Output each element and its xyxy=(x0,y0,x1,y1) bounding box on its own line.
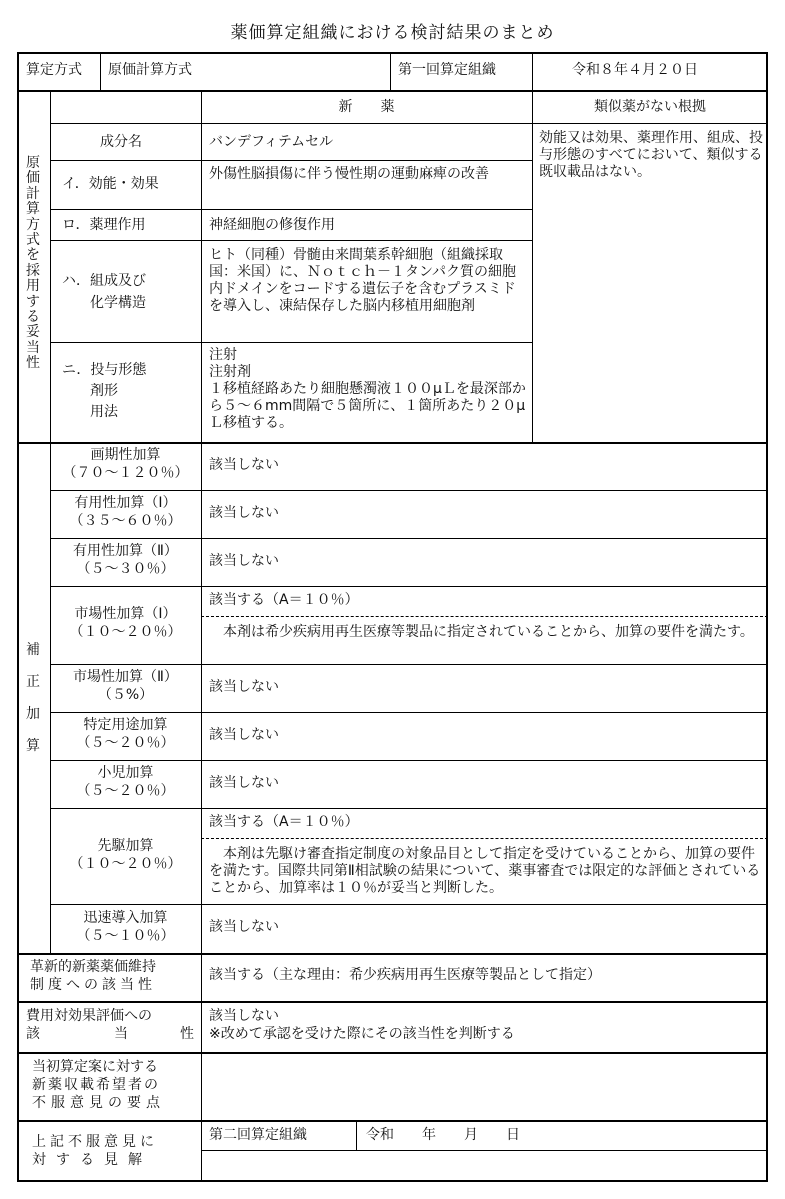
document-title: 薬価算定組織における検討結果のまとめ xyxy=(230,23,555,43)
premium-reason: 本剤は先駆け審査指定制度の対象品目として指定を受けていることから、加算の要件を満たす。国際共同第Ⅱ相試験の結果について、薬事審査では限定的な評価とされていることから、加算率は１０％が妥当と判断した。 xyxy=(209,846,761,896)
premium-value: 該当しない xyxy=(209,679,279,695)
objection-content xyxy=(205,1060,764,1116)
premium-value: 該当しない xyxy=(209,457,279,473)
premium-name: 有用性加算（Ⅱ） xyxy=(73,543,178,559)
rule xyxy=(50,904,768,905)
basis-text: 効能又は効果、薬理作用、組成、投与形態のすべてにおいて、類似する既収載品はない。 xyxy=(539,130,763,180)
method-value: 原価計算方式 xyxy=(108,62,192,78)
innovation-label-2: 制度への該当性 xyxy=(30,977,156,993)
premium-value: 該当しない xyxy=(209,553,279,569)
section-rule xyxy=(17,1120,768,1122)
rule xyxy=(50,664,768,665)
rule xyxy=(50,538,768,539)
header-bottom-rule xyxy=(17,90,768,92)
rule xyxy=(201,1150,768,1151)
rule xyxy=(50,490,768,491)
cost-effectiveness-label: 費用対効果評価への xyxy=(26,1008,152,1024)
section1-vertical-label: 原価計算方式を採用する妥当性 xyxy=(26,155,40,372)
innovation-label: 革新的新薬薬価維持 xyxy=(30,959,156,975)
premium-range: （７０～１２０％） xyxy=(62,465,189,481)
row-value-efficacy: 外傷性脳損傷に伴う慢性期の運動麻痺の改善 xyxy=(209,166,489,182)
section-rule xyxy=(17,1052,768,1054)
rule xyxy=(356,1120,357,1150)
premium-name: 市場性加算（Ⅰ） xyxy=(74,606,177,622)
row-label-composition-sub: 化学構造 xyxy=(90,295,146,311)
objection-label: 当初算定案に対する xyxy=(32,1059,158,1075)
cost-effectiveness-label-2a: 該 xyxy=(26,1026,40,1042)
dotted-rule xyxy=(201,838,768,839)
rule xyxy=(532,52,533,90)
rule xyxy=(50,760,768,761)
row-value-administration-3: １移植経路あたり細胞懸濁液１００μＬを最深部から５～６mm間隔で５箇所に、１箇所あたり２０μＬ移植する。 xyxy=(209,381,526,431)
rule xyxy=(390,52,391,90)
premium-value: 該当しない xyxy=(209,775,279,791)
rule xyxy=(532,90,533,442)
rule xyxy=(50,342,532,343)
premium-range: （１０～２０％） xyxy=(69,624,182,640)
second-meeting-date: 令和 年 月 日 xyxy=(366,1127,520,1143)
premium-reason: 本剤は希少疾病用再生医療等製品に指定されていることから、加算の要件を満たす。 xyxy=(223,624,754,640)
opinion-content xyxy=(205,1154,764,1178)
rule xyxy=(50,240,532,241)
second-meeting-label: 第二回算定組織 xyxy=(209,1127,307,1143)
row-label-administration: ニ．投与形態 xyxy=(62,362,147,378)
row-label-ingredient: 成分名 xyxy=(100,134,142,150)
premium-range: （５～３０％） xyxy=(76,561,175,577)
cost-effectiveness-note: ※改めて承認を受けた際にその該当性を判断する xyxy=(209,1026,515,1042)
rule xyxy=(201,90,202,1182)
objection-label-3: 不服意見の要点 xyxy=(32,1095,165,1111)
col-new-drug-header: 新 薬 xyxy=(338,99,395,115)
rule xyxy=(50,808,768,809)
premium-value: 該当しない xyxy=(209,727,279,743)
premium-range: （５～１０％） xyxy=(76,928,175,944)
section-rule xyxy=(17,1001,768,1003)
cost-effectiveness-label-2b: 当 xyxy=(114,1026,128,1042)
rule xyxy=(50,586,768,587)
premium-range: （１０～２０％） xyxy=(69,856,182,872)
row-value-composition: ヒト（同種）骨髄由来間葉系幹細胞（組織採取国：米国）に、Ｎｏｔｃｈ－１タンパク質の細胞内ドメインをコードする遺伝子を含むプラスミドを導入し、凍結保存した脳内移植用細胞剤 xyxy=(209,247,517,314)
row-label-usage: 用法 xyxy=(90,404,118,420)
objection-label-2: 新薬収載希望者の xyxy=(32,1077,160,1093)
section-rule xyxy=(17,442,768,444)
premium-name: 迅速導入加算 xyxy=(83,910,168,926)
cost-effectiveness-value: 該当しない xyxy=(209,1008,279,1024)
row-label-dosage-form: 剤形 xyxy=(90,383,118,399)
rule xyxy=(50,160,532,161)
premium-value: 該当しない xyxy=(209,505,279,521)
premium-value: 該当しない xyxy=(209,919,279,935)
premium-value: 該当する（A＝１０％） xyxy=(209,814,359,830)
premium-name: 有用性加算（Ⅰ） xyxy=(74,495,177,511)
premium-range: （５%） xyxy=(97,687,154,703)
row-label-efficacy: イ．効能・効果 xyxy=(62,176,159,192)
row-label-composition: ハ．組成及び xyxy=(62,273,146,289)
premium-range: （５～２０％） xyxy=(76,783,175,799)
premium-value: 該当する（A＝１０％） xyxy=(209,592,359,608)
section-rule xyxy=(17,953,768,955)
section2-vertical-label: 補正加算 xyxy=(26,642,40,754)
dotted-rule xyxy=(201,616,768,617)
premium-name: 特定用途加算 xyxy=(83,717,168,733)
row-value-pharmacology: 神経細胞の修復作用 xyxy=(209,217,335,233)
col-basis-header: 類似薬がない根拠 xyxy=(594,99,706,115)
premium-range: （３５～６０％） xyxy=(69,513,182,529)
rule xyxy=(50,123,768,124)
meeting-date: 令和８年４月２０日 xyxy=(572,62,698,78)
premium-name: 市場性加算（Ⅱ） xyxy=(73,669,178,685)
meeting-label: 第一回算定組織 xyxy=(398,62,496,78)
opinion-label: 上記不服意見に xyxy=(32,1134,158,1150)
premium-range: （５～２０％） xyxy=(76,735,175,751)
premium-name: 小児加算 xyxy=(97,765,154,781)
row-value-administration-1: 注射 xyxy=(209,347,237,363)
premium-name: 先駆加算 xyxy=(97,838,154,854)
innovation-value: 該当する（主な理由：希少疾病用再生医療等製品として指定） xyxy=(209,967,601,983)
rule xyxy=(50,712,768,713)
premium-name: 画期性加算 xyxy=(90,447,161,463)
opinion-label-2: 対する見解 xyxy=(32,1152,152,1168)
cost-effectiveness-label-2c: 性 xyxy=(180,1026,194,1042)
row-value-ingredient: バンデフィテムセル xyxy=(209,134,334,150)
row-label-pharmacology: ロ．薬理作用 xyxy=(62,217,146,233)
rule xyxy=(100,52,101,90)
row-value-administration-2: 注射剤 xyxy=(209,364,251,380)
rule xyxy=(50,209,532,210)
method-label: 算定方式 xyxy=(26,62,82,78)
